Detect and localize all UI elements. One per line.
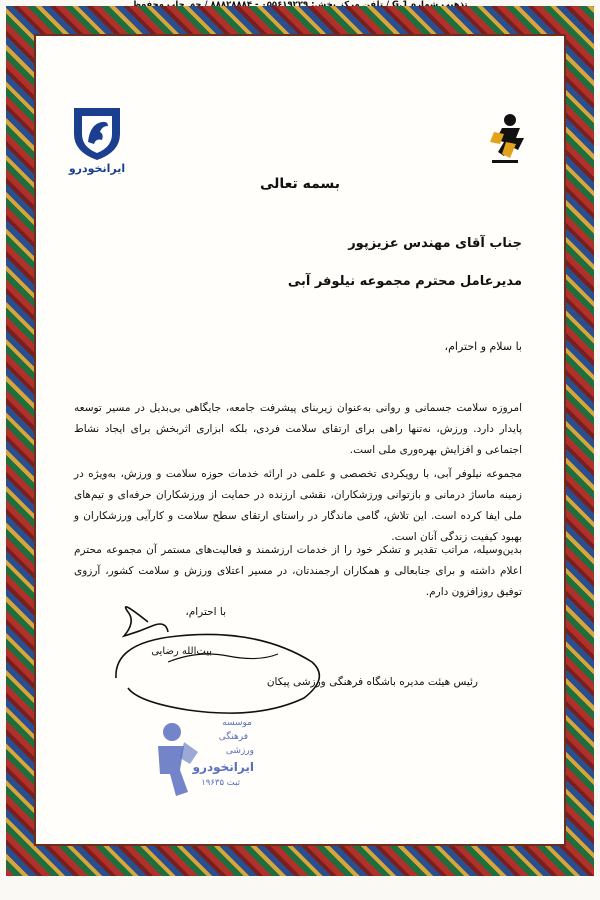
- handwritten-signature: [108, 592, 338, 722]
- print-footer: تذهیب شماره G.1 / تلفن مرکز پخش: ۰۵۵۶۱۹۲۲۹ - ۸۸۸۲۸۸۸۴ / حق چاپ محفوظ: [132, 0, 468, 10]
- iran-khodro-emblem-icon: [62, 104, 132, 176]
- stamp-line-5: ثبت ۱۹۶۳۵: [201, 778, 240, 788]
- peykan-club-logo: [480, 112, 530, 166]
- stamp-line-3: ورزشی: [225, 746, 254, 756]
- recipient-name: جناب آقای مهندس عزیزپور: [348, 236, 522, 251]
- stamp-line-1: موسسه: [222, 718, 252, 728]
- closing: با احترام،: [185, 606, 226, 618]
- body-paragraph-2: مجموعه نیلوفر آبی، با رویکردی تخصصی و علمی در ارائه خدمات حوزه سلامت و ورزش، به‌ویژه در زمینه ماساژ درمانی و بازتوانی ورزشکاران، نقشی ارزنده در حمایت از ورزشکاران حرفه‌ای و تیم‌های ملی ایفا کرده است. این تلاش، گامی ماندگار در راستای ارتقای سطح سلامت و کارآیی ورزشکاران و بهبود کیفیت زندگی آنان است.: [74, 468, 522, 543]
- organization-stamp: [150, 712, 260, 802]
- letter-heading: بسمه تعالی: [259, 176, 341, 192]
- signer-name: بیت‌الله رضایی: [151, 646, 212, 657]
- svg-text:ایرانخودرو: ایرانخودرو: [68, 162, 126, 175]
- signer-title: رئیس هیئت مدیره باشگاه فرهنگی ورزشی پیکان: [266, 676, 478, 688]
- greeting: با سلام و احترام،: [444, 340, 522, 353]
- iran-khodro-logo: [62, 104, 132, 176]
- stamp-line-4: ایرانخودرو: [192, 760, 254, 774]
- body-paragraph-3: بدین‌وسیله، مراتب تقدیر و تشکر خود را از خدمات ارزشمند و فعالیت‌های مستمر آن مجموعه محترم اعلام داشته و برای جنابعالی و همکاران ارجمندتان، در مسیر اعتلای ورزش و سلامت کشور، آرزوی توفیق روزافزون دارم.: [74, 544, 522, 598]
- stamp-line-2: فرهنگی: [218, 732, 248, 742]
- recipient-title: مدیرعامل محترم مجموعه نیلوفر آبی: [287, 274, 522, 289]
- body-paragraph-1: امروزه سلامت جسمانی و روانی به‌عنوان زیربنای پیشرفت جامعه، جایگاهی بی‌بدیل در مسیر توسعه پایدار دارد. ورزش، نه‌تنها راهی برای ارتقای سلامت فردی، بلکه ابزاری اثربخش برای ایجاد نشاط اجتماعی و افزایش بهره‌وری ملی است.: [74, 402, 522, 456]
- club-emblem-icon: [480, 112, 530, 166]
